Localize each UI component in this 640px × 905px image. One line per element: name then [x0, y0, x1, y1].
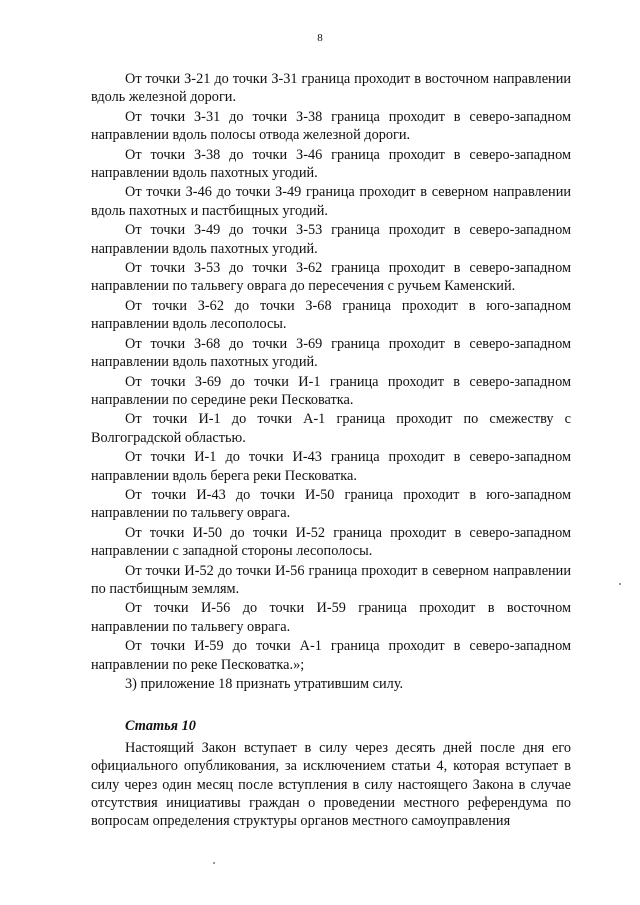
paragraph-1: От точки З-21 до точки З-31 граница проходит в восточном направлении вдоль железной дороги.	[91, 71, 571, 106]
body-text	[91, 70, 571, 831]
paragraph-14: От точки И-52 до точки И-56 граница проходит в северном направлении по пастбищным землям.	[91, 562, 571, 597]
paragraph-11: От точки И-1 до точки И-43 граница проходит в северо-западном направлении вдоль берега реки Песковатка.	[91, 449, 571, 484]
paragraph-2: От точки З-31 до точки З-38 граница проходит в северо-западном направлении вдоль полосы отвода железной дороги.	[91, 108, 571, 144]
paragraph-5: От точки З-49 до точки З-53 граница проходит в северо-западном направлении вдоль пахотных угодий.	[91, 222, 571, 257]
paragraph-15: От точки И-56 до точки И-59 граница проходит в восточном направлении по тальвегу оврага.	[91, 600, 571, 635]
paragraph-13: От точки И-50 до точки И-52 граница проходит в северо-западном направлении с западной стороны лесополосы.	[91, 524, 571, 560]
scan-speck	[213, 862, 215, 864]
paragraph-17: 3) приложение 18 признать утратившим силу.	[125, 676, 404, 692]
article-heading: Статья 10	[125, 718, 196, 735]
paragraph-3: От точки З-38 до точки З-46 граница проходит в северо-западном направлении вдоль пахотных угодий.	[91, 146, 571, 182]
paragraph-8: От точки З-68 до точки З-69 граница проходит в северо-западном направлении вдоль пахотных угодий.	[91, 335, 571, 371]
paragraph-7: От точки З-62 до точки З-68 граница проходит в юго-западном направлении вдоль лесополосы.	[91, 297, 571, 333]
paragraph-10: От точки И-1 до точки А-1 граница проходит по смежеству с Волгоградской областью.	[91, 411, 571, 446]
paragraph-6: От точки З-53 до точки З-62 граница проходит в северо-западном направлении по тальвегу оврага до пересечения с ручьем Каменский.	[91, 260, 571, 295]
article-text: Настоящий Закон вступает в силу через десять дней после дня его официального опубликования, за исключением статьи 4, которая вступает в силу через один месяц после вступления в силу настоящего Закона в случае отсутствия инициативы граждан о проведении местного референдума по вопросам определения структуры органов местного самоуправления	[91, 739, 571, 830]
paragraph-12: От точки И-43 до точки И-50 граница проходит в юго-западном направлении по тальвегу оврага.	[91, 486, 571, 522]
paragraph-16: От точки И-59 до точки А-1 граница проходит в северо-западном направлении по реке Песковатка.»;	[91, 638, 571, 673]
paragraph-9: От точки З-69 до точки И-1 граница проходит в северо-западном направлении по середине реки Песковатка.	[91, 373, 571, 408]
paragraph-4: От точки З-46 до точки З-49 граница проходит в северном направлении вдоль пахотных и пастбищных угодий.	[91, 184, 571, 219]
page-number: 8	[317, 32, 323, 44]
scan-speck	[619, 583, 621, 585]
